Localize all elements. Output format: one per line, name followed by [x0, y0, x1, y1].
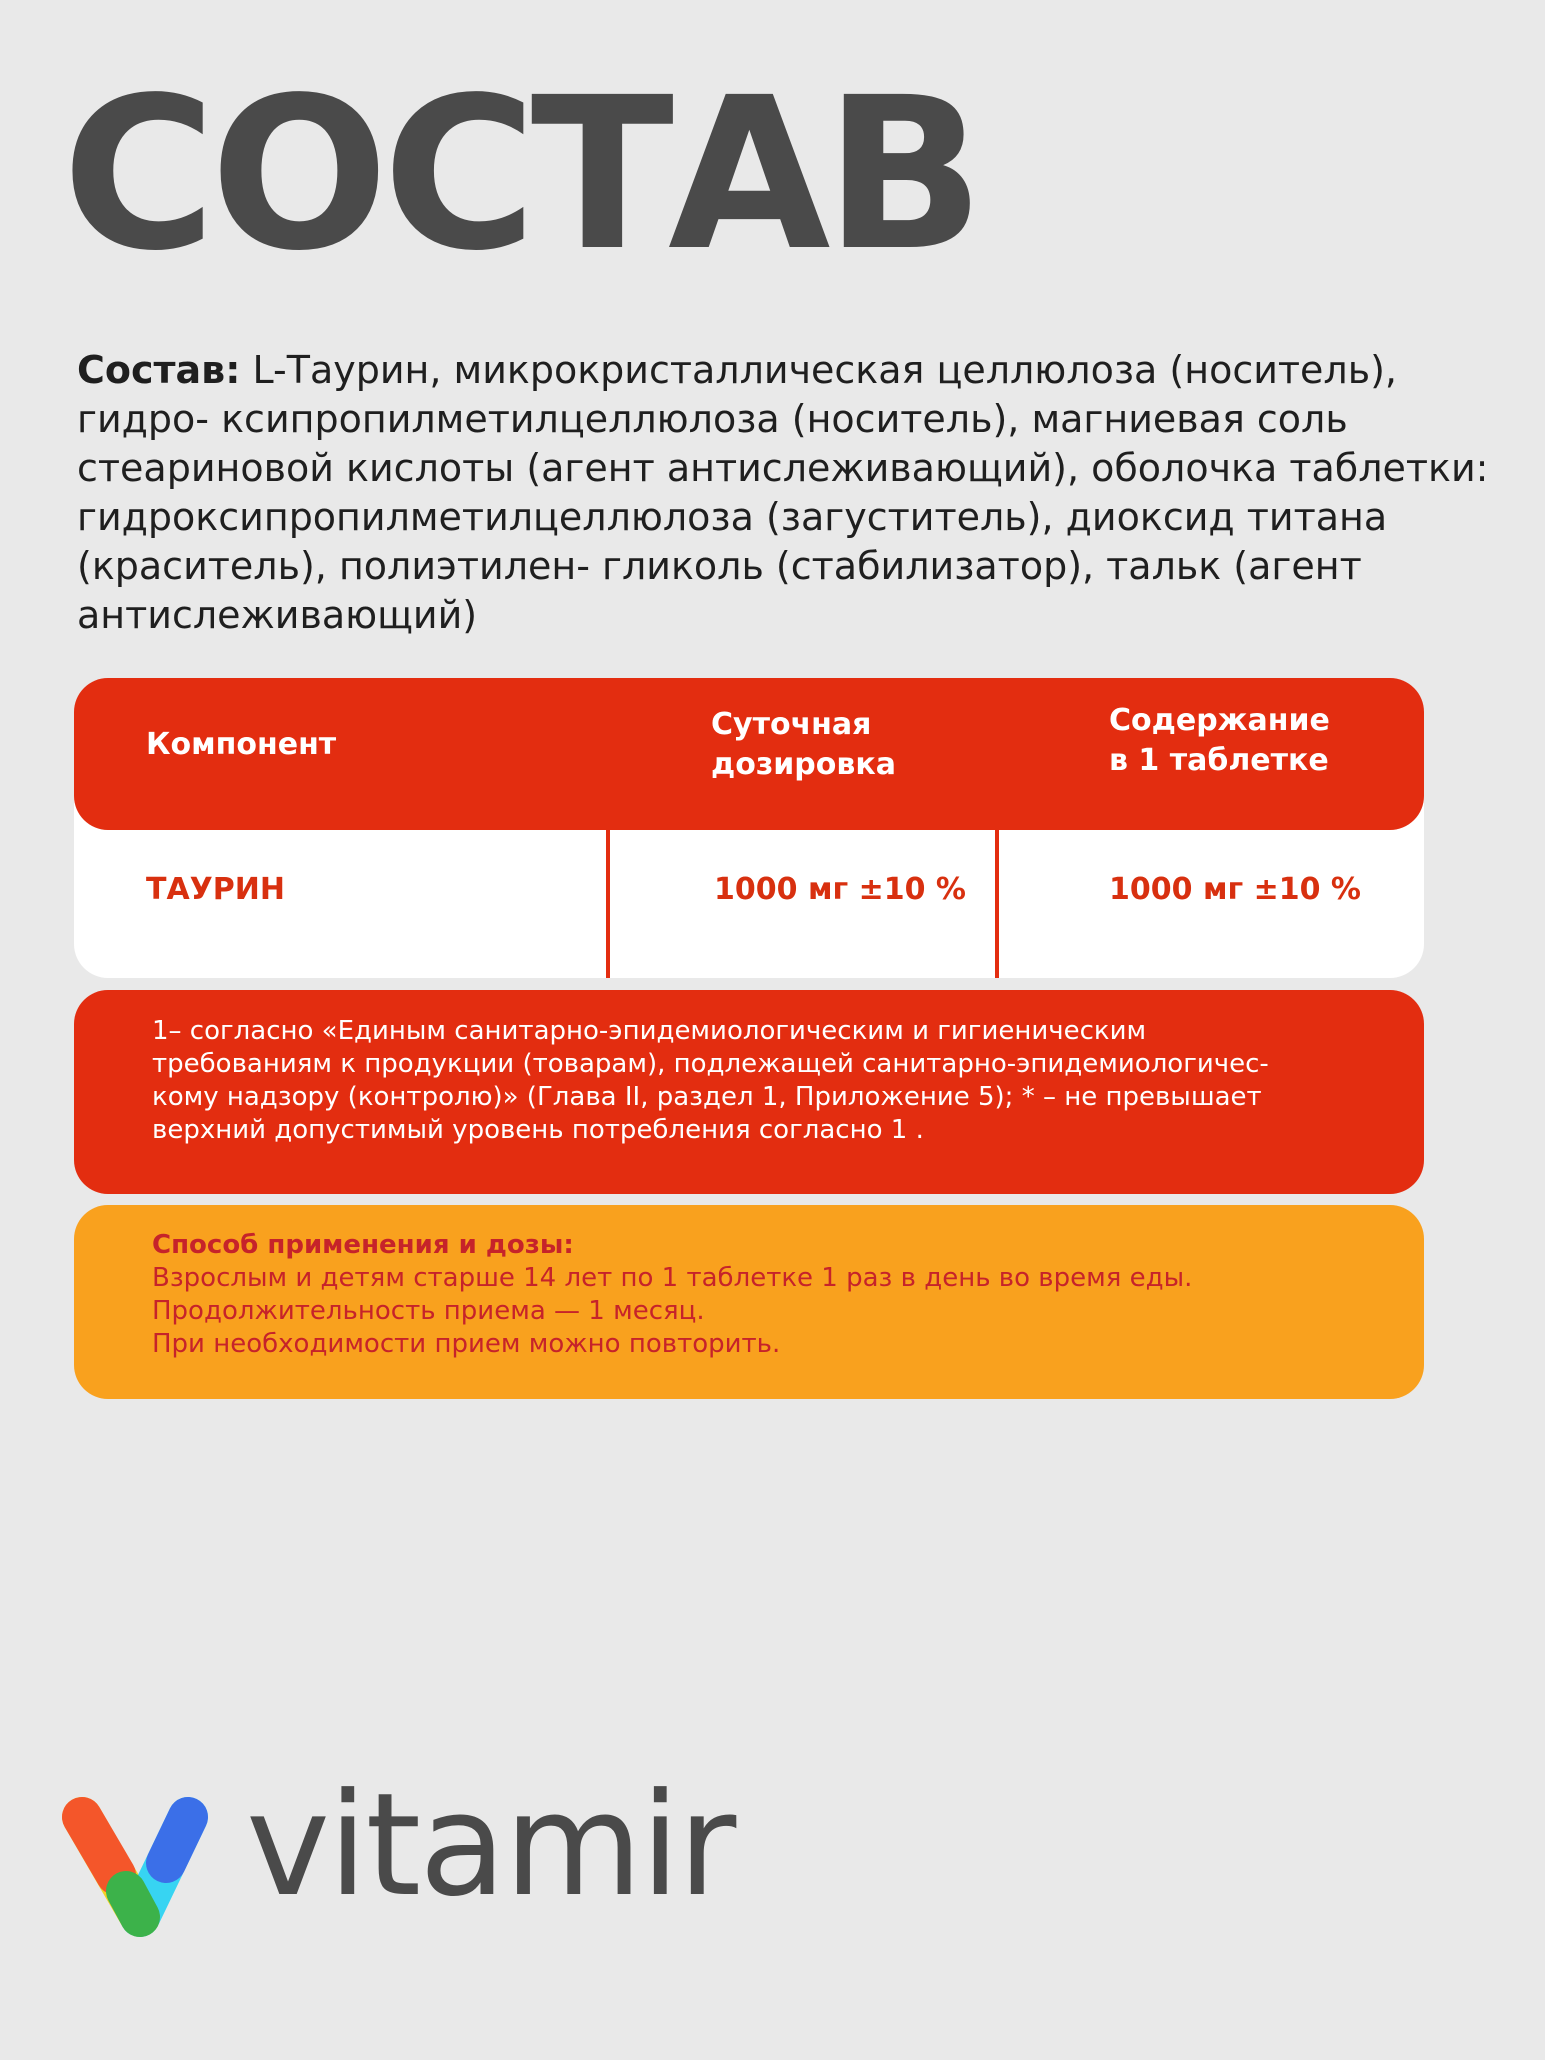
vitamir-logo-icon	[60, 1795, 220, 1945]
header-per-tablet	[1109, 701, 1330, 781]
header-content-line1: Содержание	[1109, 703, 1330, 738]
usage-instructions	[74, 1205, 1424, 1399]
composition-text	[77, 346, 1497, 640]
header-daily-line1: Суточная	[711, 707, 872, 742]
dosage-table	[74, 678, 1424, 978]
note-line: 1– согласно «Единым санитарно-эпидемиологическим и гигиеническим	[152, 1016, 1147, 1046]
usage-line: Взрослым и детям старше 14 лет по 1 таблетке 1 раз в день во время еды.	[152, 1263, 1193, 1293]
logo-green-stroke	[126, 1891, 140, 1917]
note-line: кому надзору (контролю)» (Глава II, раздел 1, Приложение 5); * – не превышает	[152, 1082, 1262, 1112]
column-divider	[995, 678, 999, 978]
usage-line: Продолжительность приема — 1 месяц.	[152, 1296, 705, 1326]
row-component: ТАУРИН	[146, 872, 286, 907]
header-content-line2: в 1 таблетке	[1109, 743, 1329, 778]
logo-orange-stroke	[82, 1817, 116, 1875]
usage-line: При необходимости прием можно повторить.	[152, 1329, 781, 1359]
header-component: Компонент	[146, 727, 337, 762]
header-daily-dose	[711, 705, 896, 785]
regulation-note	[74, 990, 1424, 1194]
row-daily-dose: 1000 мг ±10 %	[714, 872, 966, 907]
composition-label: Состав:	[77, 348, 241, 392]
row-per-tablet: 1000 мг ±10 %	[1109, 872, 1361, 907]
note-line: требованиям к продукции (товарам), подлежащей санитарно-эпидемиологичес-	[152, 1049, 1269, 1079]
composition-ingredients: L-Таурин, микрокристаллическая целлюлоза (носитель), гидро- ксипропилметилцеллюлоза (носитель), магниевая соль стеариновой кислоты (агент антислеживающий), оболочка таблетки: гидроксипропилметилцеллюлоза (загуститель), диоксид титана (краситель), полиэтилен- гликоль (стабилизатор), тальк (агент антислеживающий)	[77, 348, 1489, 637]
brand-name: vitamir	[246, 1763, 735, 1928]
page-title: СОСТАВ	[62, 52, 979, 297]
header-daily-line2: дозировка	[711, 747, 896, 782]
note-line: верхний допустимый уровень потребления согласно 1 .	[152, 1115, 924, 1145]
column-divider	[606, 678, 610, 978]
logo-blue-stroke	[166, 1817, 188, 1863]
usage-title: Способ применения и дозы:	[152, 1230, 574, 1260]
